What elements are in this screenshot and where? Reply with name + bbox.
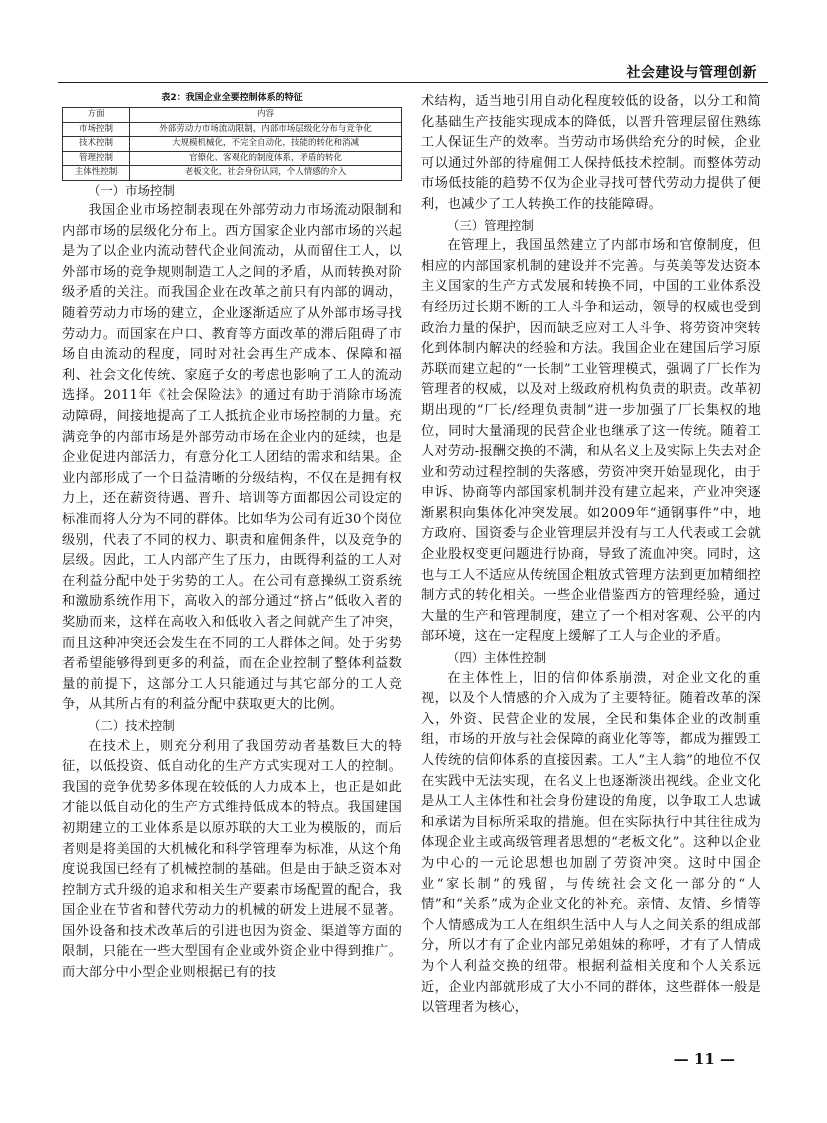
table-cell: 官僚化、客观化的制度体系，矛盾的转化: [130, 151, 402, 166]
section-heading-technical-control: （二）技术控制: [88, 717, 175, 733]
control-table: [62, 107, 402, 181]
table-row: [63, 122, 402, 137]
left-column: [62, 92, 402, 984]
paragraph-management-control: 在管理上，我国虽然建立了内部市场和官僚制度，但相应的内部国家机制的建设并不完善。与英美等发达资本主义国家的生产方式发展和转换不同，中国的工业体系没有经历过长期不断的工人斗争和运动，领导的权威也受到政治力量的保护，因而缺乏应对工人斗争、将劳资冲突转化到体制内解决的经验和方法。我国企业在建国后学习原苏联而建立起的“一长制”工业管理模式，强调了厂长作为管理者的权威，以及对上级政府机构负责的职责。改革初期出现的“厂长/经理负责制”进一步加强了厂长集权的地位，同时大量涌现的民营企业也继承了这一传统。随着工人对劳动-报酬交换的不满，和从名义上及实际上失去对企业和劳动过程控制的失落感，劳资冲突开始显现化，由于申诉、协商等内部国家机制并没有建立起来，产业冲突逐渐累积向集体化冲突发展。如2009年“通钢事件”中，地方政府、国资委与企业管理层并没有与工人代表或工会就企业股权变更问题进行协商，导致了流血冲突。同时，这也与工人不适应从传统国企粗放式管理方法到更加精细控制方式的转化相关。一些企业借鉴西方的管理经验，通过大量的生产和管理制度，建立了一个相对客观、公平的内部环境，这在一定程度上缓解了工人与企业的矛盾。: [421, 238, 761, 645]
section-heading-management-control: （三）管理控制: [447, 217, 534, 233]
table-header-aspect: 方面: [63, 108, 130, 123]
paragraph-subjectivity-control: 在主体性上，旧的信仰体系崩溃，对企业文化的重视，以及个人情感的介入成为了主要特征。随着改革的深入，外资、民营企业的发展，全民和集体企业的改制重组，市场的开放与社会保障的商业化等等，都成为摧毁工人传统的信仰体系的直接因素。工人“主人翁”的地位不仅在实践中无法实现，在名义上也逐渐淡出视线。企业文化是从工人主体性和社会身份建设的角度，以争取工人忠诚和承诺为目标所采取的措施。但在实际执行中其往往成为体现企业主或高级管理者思想的“老板文化”。这种以企业为中心的一元论思想也加剧了劳资冲突。这时中国企业“家长制”的残留，与传统社会文化一部分的“人情”和“关系”成为企业文化的补充。亲情、友情、乡情等个人情感成为工人在组织生活中人与人之间关系的组成部分，所以才有了企业内部兄弟姐妹的称呼，才有了人情成为个人利益交换的纽带。根据利益相关度和个人关系远近，企业内部就形成了大小不同的群体，这些群体一般是以管理者为核心，: [421, 670, 761, 1016]
table-row: [63, 151, 402, 166]
section-heading-subjectivity-control: （四）主体性控制: [447, 650, 547, 666]
table-row: [63, 137, 402, 152]
paragraph-market-control: 我国企业市场控制表现在外部劳动力市场流动限制和内部市场的层级化分布上。西方国家企业内部市场的兴起是为了以企业内流动替代企业间流动，从而留住工人，以外部市场的竞争规则制造工人之间的矛盾，从而转换对阶级矛盾的关注。而我国企业在改革之前只有内部的调动，随着劳动力市场的建立，企业逐渐适应了从外部市场寻找劳动力。而国家在户口、教育等方面改革的滞后阻碍了市场自由流动的程度，同时对社会再生产成本、保障和福利、社会文化传统、家庭子女的考虑也影响了工人的流动选择。2011年《社会保险法》的通过有助于消除市场流动障碍，间接地提高了工人抵抗企业市场控制的力量。充满竞争的内部市场是外部劳动市场在企业内的延续，也是企业促进内部活力，有意分化工人团结的需求和结果。企业内部形成了一个日益清晰的分级结构，不仅在是拥有权力上，还在薪资待遇、晋升、培训等方面都因公司设定的标准而将人分为不同的群体。比如华为公司有近30个岗位级别，代表了不同的权力、职责和雇佣条件，以及竞争的层级。因此，工人内部产生了压力，由既得利益的工人对在利益分配中处于劣势的工人。在公司有意操纵工资系统和激励系统作用下，高收入的部分通过“挤占”低收入者的奖励而来，这样在高收入和低收入者之间就产生了冲突，而且这种冲突还会发生在不同的工人群体之间。处于劣势者希望能够得到更多的利益，而在企业控制了整体利益数量的前提下，这部分工人只能通过与其它部分的工人竞争，从其所占有的利益分配中获取更大的比例。: [62, 203, 402, 713]
header-rule: [58, 82, 768, 83]
table-cell: 外部劳动力市场流动限制，内部市场层级化分布与竞争化: [130, 122, 402, 137]
table-header-content: 内容: [130, 108, 402, 123]
table-row: [63, 166, 402, 181]
table-cell: 老板文化，社会身份认同，个人情感的介入: [130, 166, 402, 181]
right-column: [421, 92, 761, 1019]
section-heading-market-control: （一）市场控制: [88, 182, 175, 198]
paragraph-technical-control-continued: 术结构，适当地引用自动化程度较低的设备，以分工和简化基础生产技能实现成本的降低，以晋升管理层留住熟练工人保证生产的效率。当劳动市场供给充分的时候，企业可以通过外部的待雇佣工人保持低技术控制。而整体劳动市场低技能的趋势不仅为企业寻找可替代劳动力提供了便利，也减少了工人转换工作的技能障碍。: [421, 94, 761, 212]
journal-title: 社会建设与管理创新: [626, 65, 757, 81]
table-header-row: [63, 108, 402, 123]
table-cell: 技术控制: [63, 137, 130, 152]
paragraph-technical-control: 在技术上，则充分利用了我国劳动者基数巨大的特征，以低投资、低自动化的生产方式实现对工人的控制。我国的竞争优势多体现在较低的人力成本上，也正是如此才能以低自动化的生产方式维持低成本的特点。我国建国初期建立的工业体系是以原苏联的大工业为模版的，而后者则是将美国的大机械化和科学管理奉为标准，从这个角度说我国已经有了机械控制的基础。但是由于缺乏资本对控制方式升级的追求和相关生产要素市场配置的配合，我国企业在节省和替代劳动力的机械的研发上进展不显著。国外设备和技术改革后的引进也因为资金、渠道等方面的限制，只能在一些大型国有企业或外资企业中得到推广。而大部分中小型企业则根据已有的技: [62, 738, 402, 981]
table-cell: 主体性控制: [63, 166, 130, 181]
table-cell: 管理控制: [63, 151, 130, 166]
table-cell: 大规模机械化，不完全自动化，技能的转化和消减: [130, 137, 402, 152]
table-caption: 表2：我国企业全要控制体系的特征: [161, 93, 303, 103]
table-cell: 市场控制: [63, 122, 130, 137]
page-number: — 11 —: [673, 1050, 735, 1068]
